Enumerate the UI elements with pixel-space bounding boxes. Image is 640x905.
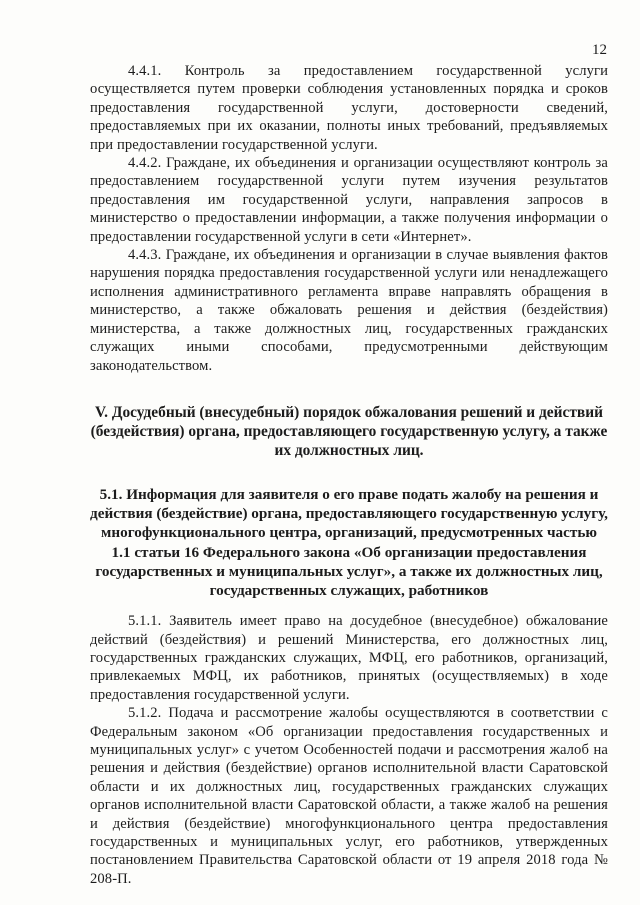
- subsection-title: 5.1. Информация для заявителя о его праве подать жалобу на решения и действия (бездействие) органа, предоставляющего государственную услугу, многофункционального центра, организаций, предусмотренных частью 1.1 статьи 16 Федерального закона «Об организации предоставления государственных и муниципальных услуг», а также их должностных лиц, государственных служащих, работников: [90, 485, 608, 599]
- paragraph-4-4-2: 4.4.2. Граждане, их объединения и организации осуществляют контроль за предоставлением государственной услуги путем изучения результатов предоставления им государственной услуги, направления запросов в министерство о предоставлении информации, а также получения информации о предоставлении государственной услуги в сети «Интернет».: [90, 155, 608, 245]
- spacer: [90, 600, 608, 612]
- section-title: V. Досудебный (внесудебный) порядок обжалования решений и действий (бездействия) органа, предоставляющего государственную услугу, а также их должностных лиц.: [90, 403, 608, 459]
- paragraph-4-4-3: 4.4.3. Граждане, их объединения и организации в случае выявления фактов нарушения порядка предоставления государственной услуги или ненадлежащего исполнения административного регламента вправе направлять обращения в министерство, а также обжаловать решения и действия (бездействия) министерства, а также должностных лиц, государственных гражданских служащих иными способами, предусмотренными действующим законодательством.: [90, 247, 608, 374]
- paragraph-5-1-2: 5.1.2. Подача и рассмотрение жалобы осуществляются в соответствии с Федеральным законом «Об организации предоставления государственных и муниципальных услуг» с учетом Особенностей подачи и рассмотрения жалоб на решения и действия (бездействие) органов исполнительной власти Саратовской области и их должностных лиц, государственных гражданских служащих органов исполнительной власти Саратовской области, а также жалоб на решения и действия (бездействие) многофункционального центра предоставления государственных и муниципальных услуг, его работников, утвержденных постановлением Правительства Саратовской области от 19 апреля 2018 года № 208-П.: [90, 705, 608, 887]
- paragraph-4-4-1: 4.4.1. Контроль за предоставлением государственной услуги осуществляется путем проверки соблюдения установленных порядка и сроков предоставления государственной услуги, достоверности сведений, предоставляемых при их оказании, полноты иных требований, предъявляемых при предоставлении государственной услуги.: [90, 63, 608, 153]
- paragraph-5-1-1: 5.1.1. Заявитель имеет право на досудебное (внесудебное) обжалование действий (бездействия) и решений Министерства, его должностных лиц, государственных гражданских служащих, МФЦ, его работников, организаций, привлекаемых МФЦ, их работников, принятых (осуществляемых) в ходе предоставления государственной услуги.: [90, 613, 608, 703]
- page-number: 12: [592, 42, 607, 58]
